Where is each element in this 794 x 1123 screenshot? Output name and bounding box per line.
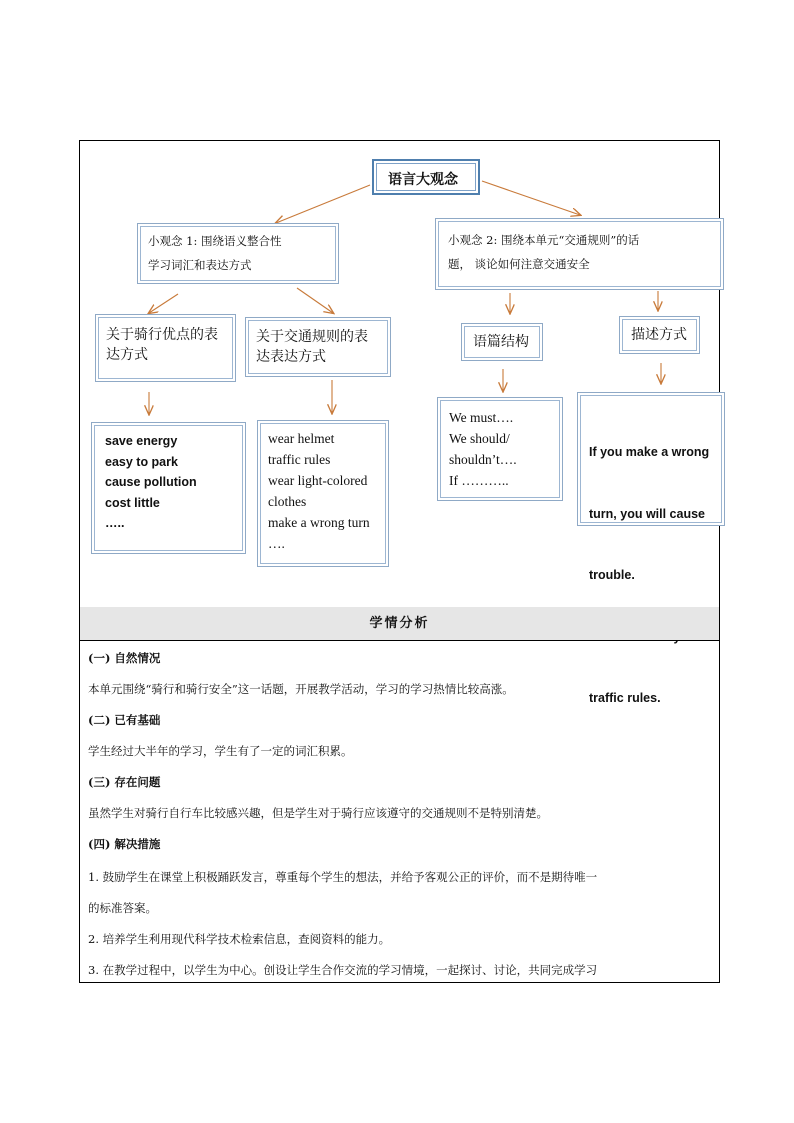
arrow-idea1-riding — [149, 294, 178, 313]
analysis-heading-4: (四) 解决措施 — [88, 837, 161, 851]
riding-phrase: cost little — [105, 495, 160, 510]
arrow-root-idea2 — [482, 181, 580, 215]
structure-patterns-box — [437, 397, 563, 501]
traffic-phrase: …. — [268, 536, 285, 551]
description-line: turn, you will cause — [589, 506, 705, 521]
analysis-paragraph-2: 学生经过大半年的学习，学生有了一定的词汇积累。 — [88, 744, 353, 758]
analysis-paragraph-3: 虽然学生对骑行自行车比较感兴趣，但是学生对于骑行应该遵守的交通规则不是特别清楚。 — [88, 806, 548, 820]
riding-phrase: ….. — [105, 516, 125, 530]
riding-expression-line-2: 达方式 — [106, 347, 148, 363]
analysis-paragraph-4b: 的标准答案。 — [88, 901, 157, 915]
analysis-paragraph-4a: 1. 鼓励学生在课堂上积极踊跃发言，尊重每个学生的想法，并给予客观公正的评价，而不是期待唯一 — [88, 870, 598, 884]
analysis-paragraph-6: 3. 在教学过程中，以学生为中心。创设让学生合作交流的学习情境，一起探讨、讨论，共同完成学习 — [88, 963, 598, 977]
sub-idea-1-line-2: 学习词汇和表达方式 — [148, 258, 252, 272]
root-concept-box — [372, 159, 480, 195]
analysis-heading-3: (三) 存在问题 — [88, 775, 161, 789]
document-table — [79, 140, 720, 983]
text-structure-label: 语篇结构 — [473, 334, 529, 350]
traffic-phrase: wear helmet — [268, 431, 335, 446]
riding-phrases-box — [91, 422, 246, 554]
description-line: If you make a wrong — [589, 445, 710, 459]
sub-idea-2-line-2: 题， 谈论如何注意交通安全 — [448, 257, 590, 271]
riding-phrase: cause pollution — [105, 475, 197, 489]
traffic-phrase: make a wrong turn — [268, 515, 370, 530]
structure-pattern: We must…. — [449, 410, 514, 425]
traffic-phrases-box — [257, 420, 389, 567]
riding-phrase: save energy — [105, 434, 178, 448]
analysis-heading-1: (一) 自然情况 — [88, 651, 161, 665]
description-line: traffic rules. — [589, 691, 661, 705]
analysis-heading-2: (二) 已有基础 — [88, 713, 161, 727]
traffic-expression-line-2: 达表达方式 — [256, 349, 326, 365]
sub-idea-2-box — [435, 218, 724, 290]
structure-pattern: If ……….. — [449, 473, 509, 488]
traffic-phrase: clothes — [268, 494, 307, 509]
structure-pattern: We should/ — [449, 431, 510, 446]
riding-expression-line-1: 关于骑行优点的表 — [106, 327, 218, 343]
sub-idea-1-box — [137, 223, 339, 284]
root-concept-label: 语言大观念 — [388, 172, 458, 188]
structure-pattern: shouldn’t…. — [449, 452, 517, 467]
traffic-phrase: traffic rules — [268, 452, 331, 467]
description-method-box — [619, 316, 700, 354]
traffic-expression-box — [245, 317, 391, 377]
riding-phrase: easy to park — [105, 454, 178, 469]
analysis-paragraph-1: 本单元围绕“骑行和骑行安全”这一话题，开展教学活动，学习的学习热情比较高涨。 — [88, 682, 514, 696]
sub-idea-2-line-1: 小观念 2: 围绕本单元“交通规则”的话 — [448, 233, 640, 247]
sub-idea-1-line-1: 小观念 1: 围绕语义整合性 — [148, 234, 282, 248]
traffic-phrase: wear light-colored — [268, 473, 368, 488]
analysis-section-title: 学情分析 — [80, 607, 719, 641]
text-structure-box — [461, 323, 543, 361]
description-example-box — [577, 392, 725, 705]
arrow-idea1-traffic — [297, 288, 333, 313]
riding-expression-box — [95, 314, 236, 382]
traffic-expression-line-1: 关于交通规则的表 — [256, 329, 368, 345]
description-line: trouble. — [589, 568, 635, 582]
description-method-label: 描述方式 — [631, 327, 687, 343]
arrow-root-idea1 — [276, 185, 370, 223]
analysis-paragraph-5: 2. 培养学生利用现代科学技术检索信息，查阅资料的能力。 — [88, 932, 391, 946]
